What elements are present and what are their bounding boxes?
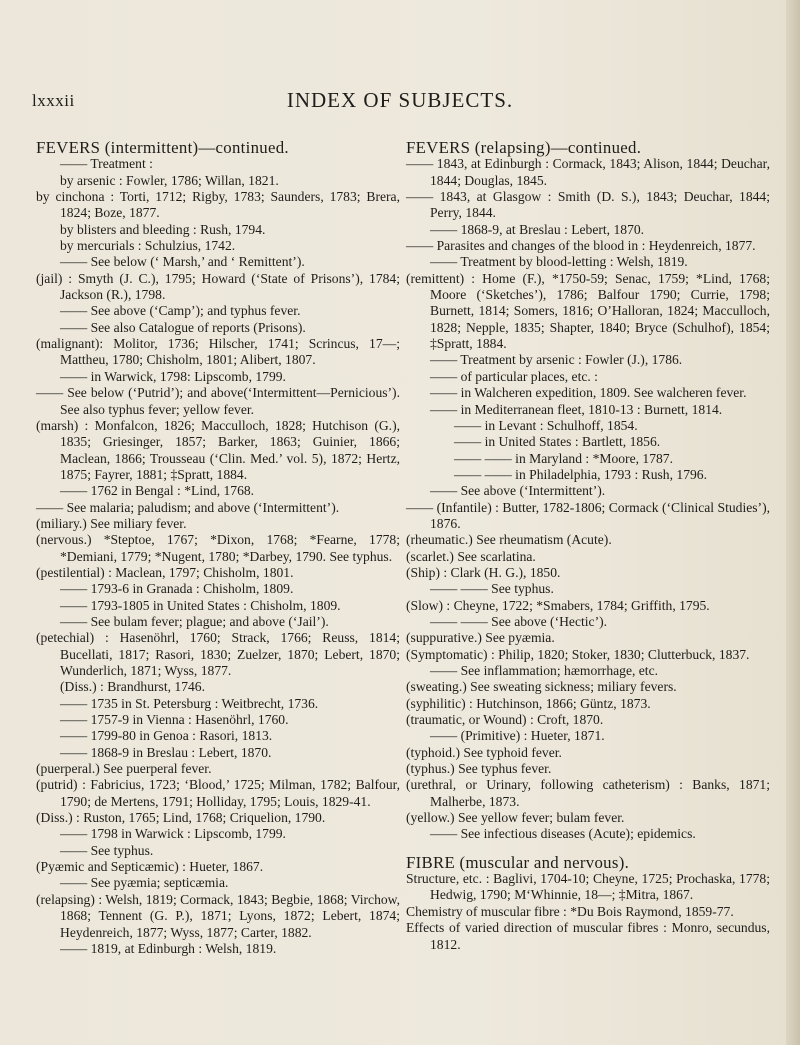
index-entry: —— of particular places, etc. : [430, 368, 598, 384]
index-entry: by arsenic : Fowler, 1786; Willan, 1821. [60, 172, 279, 188]
index-entry: by blisters and bleeding : Rush, 1794. [60, 221, 266, 237]
index-entry: —— See also Catalogue of reports (Prisons). [60, 319, 306, 335]
index-entry: —— 1819, at Edinburgh : Welsh, 1819. [60, 940, 277, 956]
index-entry: —— Treatment by arsenic : Fowler (J.), 1786. [430, 352, 683, 368]
index-heading: FEVERS (intermittent)—continued. [36, 138, 289, 157]
index-entry: —— —— See above (‘Hectic’). [430, 613, 608, 629]
index-entry: —— See below (‘Putrid’); and above(‘Intermittent—Pernicious’). See also typhus fever; yellow fever. [36, 385, 400, 417]
index-entry: (remittent) : Home (F.), *1750-59; Senac, 1759; *Lind, 1768; Moore (‘Sketches’), 1786; Balfour 1790; Currie, 1798; Burnett, 1814; Somers, 1816; O’Halloran, 1824; Macculloch, 1828; Nepple, 1835; Shapter, 1840; Bryce (Schulhof), 1854; ‡Spratt, 1884. [406, 270, 770, 352]
index-entry: (petechial) : Hasenöhrl, 1760; Strack, 1766; Reuss, 1814; Bucellati, 1817; Rasori, 1830; Zuelzer, 1870; Lebert, 1870; Wunderlich, 1871; Wyss, 1877. [36, 630, 400, 678]
page-title: INDEX OF SUBJECTS. [286, 88, 514, 112]
index-entry: (miliary.) See miliary fever. [36, 515, 187, 531]
index-entry: —— 1735 in St. Petersburg : Weitbrecht, 1736. [60, 695, 319, 711]
index-entry: (relapsing) : Welsh, 1819; Cormack, 1843; Begbie, 1868; Virchow, 1868; Tennent (G. P.), 1871; Lyons, 1872; Lebert, 1874; Heydenreich, 1877; Wyss, 1877; Carter, 1882. [36, 891, 400, 940]
index-entry: —— 1868-9 in Breslau : Lebert, 1870. [60, 744, 272, 760]
page-number: lxxxii [32, 91, 75, 110]
index-entry: (scarlet.) See scarlatina. [406, 548, 536, 564]
index-entry: —— in Warwick, 1798: Lipscomb, 1799. [60, 368, 286, 384]
index-entry: —— See above (‘Intermittent’). [430, 483, 606, 499]
index-entry: (Slow) : Cheyne, 1722; *Smabers, 1784; Griffith, 1795. [406, 597, 710, 613]
index-entry: —— 1793-1805 in United States : Chisholm, 1809. [60, 597, 341, 613]
index-entry: —— 1868-9, at Breslau : Lebert, 1870. [430, 221, 645, 237]
index-entry: —— See inflammation; hæmorrhage, etc. [430, 663, 659, 678]
page-edge [786, 0, 800, 1045]
index-entry: (Symptomatic) : Philip, 1820; Stoker, 1830; Clutterbuck, 1837. [406, 646, 750, 662]
index-entry: (syphilitic) : Hutchinson, 1866; Güntz, 1873. [406, 695, 651, 711]
index-entry: —— in Mediterranean fleet, 1810-13 : Burnett, 1814. [430, 401, 723, 417]
index-entry: —— in United States : Bartlett, 1856. [454, 434, 661, 450]
index-entry: (Ship) : Clark (H. G.), 1850. [406, 564, 561, 580]
index-entry: —— —— in Maryland : *Moore, 1787. [454, 450, 673, 466]
index-heading: FIBRE (muscular and nervous). [406, 852, 630, 872]
index-entry: Structure, etc. : Baglivi, 1704-10; Cheyne, 1725; Prochaska, 1778; Hedwig, 1790; M‘Whinnie, 18—; ‡Mitra, 1867. [406, 871, 770, 903]
index-entry: —— 1762 in Bengal : *Lind, 1768. [60, 483, 255, 499]
index-column-right [406, 140, 770, 953]
index-entry: —— See above (‘Camp’); and typhus fever. [60, 303, 301, 319]
index-entry: (putrid) : Fabricius, 1723; ‘Blood,’ 1725; Milman, 1782; Balfour, 1790; de Mertens, 1791; Holliday, 1795; Louis, 1829-41. [36, 777, 400, 809]
index-entry: (jail) : Smyth (J. C.), 1795; Howard (‘State of Prisons’), 1784; Jackson (R.), 1798. [36, 270, 400, 303]
index-entry: —— 1798 in Warwick : Lipscomb, 1799. [60, 826, 286, 842]
index-entry: (nervous.) *Steptoe, 1767; *Dixon, 1768; *Fearne, 1778; *Demiani, 1779; *Nugent, 1780; *Darbey, 1790. See typhus. [36, 532, 400, 564]
index-entry: (urethral, or Urinary, following catheterism) : Banks, 1871; Malherbe, 1873. [406, 777, 770, 809]
index-entry: (pestilential) : Maclean, 1797; Chisholm, 1801. [36, 564, 294, 580]
index-entry: (sweating.) See sweating sickness; miliary fevers. [406, 679, 677, 695]
index-entry: (marsh) : Monfalcon, 1826; Macculloch, 1828; Hutchison (G.), 1835; Griesinger, 1857; Barker, 1863; Guinier, 1866; Maclean, 1866; Trousseau (‘Clin. Med.’ vol. 5), 1872; Hertz, 1875; Fayrer, 1881; ‡Spratt, 1884. [36, 417, 400, 482]
index-entry: —— 1799-80 in Genoa : Rasori, 1813. [60, 728, 273, 744]
index-entry: (rheumatic.) See rheumatism (Acute). [406, 532, 612, 548]
index-entry: —— Treatment by blood-letting : Welsh, 1819. [430, 254, 688, 270]
index-entry: —— 1757-9 in Vienna : Hasenöhrl, 1760. [60, 712, 289, 728]
index-entry: —— 1843, at Glasgow : Smith (D. S.), 1843; Deuchar, 1844; Perry, 1844. [406, 189, 770, 221]
index-entry: (puerperal.) See puerperal fever. [36, 761, 212, 777]
index-entry: —— See bulam fever; plague; and above (‘Jail’). [60, 613, 329, 629]
index-entry: (traumatic, or Wound) : Croft, 1870. [406, 712, 604, 728]
index-entry: —— 1793-6 in Granada : Chisholm, 1809. [60, 581, 294, 597]
index-entry: (Diss.) : Ruston, 1765; Lind, 1768; Criquelion, 1790. [36, 810, 326, 826]
index-entry: (malignant): Molitor, 1736; Hilscher, 1741; Scrincus, 17—; Mattheu, 1780; Chisholm, 1801; Alibert, 1807. [36, 336, 400, 368]
index-entry: —— in Levant : Schulhoff, 1854. [454, 417, 638, 433]
index-entry: —— —— in Philadelphia, 1793 : Rush, 1796. [454, 466, 707, 482]
index-column-left [36, 140, 400, 957]
index-entry: Chemistry of muscular fibre : *Du Bois Raymond, 1859-77. [406, 903, 734, 919]
index-heading: FEVERS (relapsing)—continued. [406, 138, 642, 157]
index-entry: —— See pyæmia; septicæmia. [60, 875, 229, 891]
index-entry: —— See typhus. [60, 842, 154, 858]
index-entry: —— See infectious diseases (Acute); epidemics. [430, 826, 696, 842]
index-entry: —— in Walcheren expedition, 1809. See walcheren fever. [430, 385, 747, 401]
index-entry: —— (Infantile) : Butter, 1782-1806; Cormack (‘Clinical Studies’), 1876. [406, 499, 770, 531]
index-entry: (Pyæmic and Septicæmic) : Hueter, 1867. [36, 859, 264, 875]
index-entry: Effects of varied direction of muscular fibres : Monro, secundus, 1812. [406, 920, 770, 952]
index-entry: —— Parasites and changes of the blood in : Heydenreich, 1877. [406, 238, 756, 254]
index-entry: by cinchona : Torti, 1712; Rigby, 1783; Saunders, 1783; Brera, 1824; Boze, 1877. [36, 189, 400, 221]
index-entry: by mercurials : Schulzius, 1742. [60, 238, 236, 254]
index-entry: (suppurative.) See pyæmia. [406, 630, 555, 646]
index-entry: —— 1843, at Edinburgh : Cormack, 1843; Alison, 1844; Deuchar, 1844; Douglas, 1845. [406, 156, 770, 188]
index-entry: —— (Primitive) : Hueter, 1871. [430, 728, 605, 744]
index-entry: (typhoid.) See typhoid fever. [406, 744, 562, 760]
index-entry: —— —— See typhus. [430, 581, 554, 597]
index-entry: —— Treatment : [60, 156, 153, 172]
index-entry: —— See malaria; paludism; and above (‘Intermittent’). [36, 499, 340, 515]
index-entry: (yellow.) See yellow fever; bulam fever. [406, 810, 625, 826]
index-entry: (Diss.) : Brandhurst, 1746. [60, 679, 205, 695]
index-entry: (typhus.) See typhus fever. [406, 761, 552, 777]
index-entry: —— See below (‘ Marsh,’ and ‘ Remittent’). [60, 254, 305, 270]
